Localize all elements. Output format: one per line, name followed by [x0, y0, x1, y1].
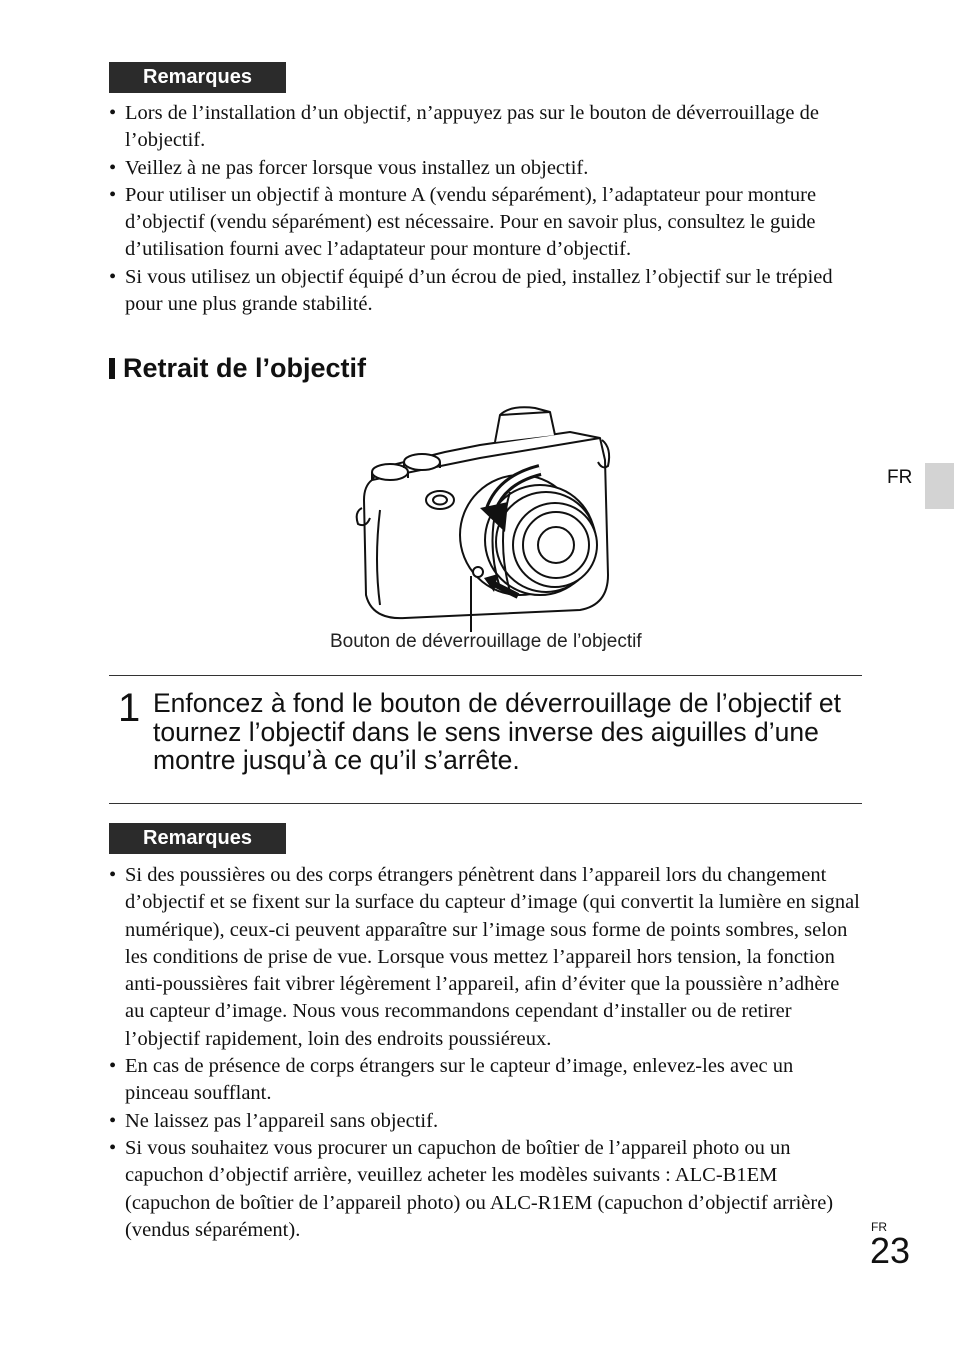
bullet: • — [109, 864, 117, 886]
page-number: 23 — [870, 1230, 911, 1271]
list-item: • Si vous utilisez un objectif équipé d’un écrou de pied, installez l’objectif sur le trépied pour une plus grande stabilité. — [109, 265, 833, 316]
list-item: • Si des poussières ou des corps étrangers pénètrent dans l’appareil lors du changement d’objectif et se fixent sur la surface du capteur d’image (qui convertit la lumière en signal numérique), ceux-ci peuvent apparaître sur l’image sous forme de points sombres, selon les conditions de prise de vue. Lorsque vous mettez l’appareil hors tension, la fonction anti-poussières fait vibrer légèrement l’appareil, afin d’éviter que la poussière n’adhère au capteur d’image. Nous vous recommandons cependant d’installer ou de retirer l’objectif rapidement, loin des endroits poussiéreux. — [109, 864, 860, 1050]
bullet: • — [109, 1055, 117, 1078]
notes-list-bottom — [109, 862, 861, 1244]
camera-lens-removal-illustration — [350, 400, 620, 645]
bullet: • — [109, 1136, 117, 1159]
section-title: Retrait de l’objectif — [109, 350, 366, 386]
list-item: • Ne laissez pas l’appareil sans objectif. — [109, 1108, 861, 1135]
illustration-caption: Bouton de déverrouillage de l’objectif — [330, 631, 642, 652]
step-instruction: Enfoncez à fond le bouton de déverrouillage de l’objectif et tournez l’objectif dans le sens inverse des aiguilles d’une montre jusqu’à ce qu’il s’arrête. — [153, 688, 842, 775]
language-tab-label: FR — [887, 467, 913, 488]
divider — [109, 675, 862, 676]
bullet: • — [109, 265, 117, 288]
list-item: • Veillez à ne pas forcer lorsque vous installez un objectif. — [109, 155, 861, 182]
list-item: • En cas de présence de corps étrangers sur le capteur d’image, enlevez-les avec un pinceau soufflant. — [109, 1055, 794, 1105]
page-language: FR — [871, 1220, 887, 1234]
notes-heading-badge: Remarques — [109, 62, 286, 93]
bullet: • — [109, 102, 117, 124]
list-item: • Pour utiliser un objectif à monture A (vendu séparément), l’adaptateur pour monture d’objectif (vendu séparément) est nécessaire. Pour en savoir plus, consultez le guide d’utilisation fourni avec l’adaptateur pour monture d’objectif. — [109, 183, 817, 261]
language-tab — [925, 463, 954, 509]
section-marker-icon — [109, 358, 115, 379]
bullet: • — [109, 183, 117, 206]
bullet: • — [109, 1109, 117, 1132]
notes-heading-badge: Remarques — [109, 823, 286, 854]
bullet: • — [109, 156, 117, 179]
divider — [109, 803, 862, 804]
step-number: 1 — [118, 686, 141, 730]
notes-list-top — [109, 100, 861, 318]
list-item: • Si vous souhaitez vous procurer un capuchon de boîtier de l’appareil photo ou un capuchon d’objectif arrière, veuillez acheter les modèles suivants : ALC-B1EM (capuchon de boîtier de l’appareil photo) ou ALC-R1EM (capuchon d’objectif arrière) (vendus séparément). — [109, 1136, 834, 1241]
list-item: • Lors de l’installation d’un objectif, n’appuyez pas sur le bouton de déverrouillage de l’objectif. — [109, 102, 819, 152]
